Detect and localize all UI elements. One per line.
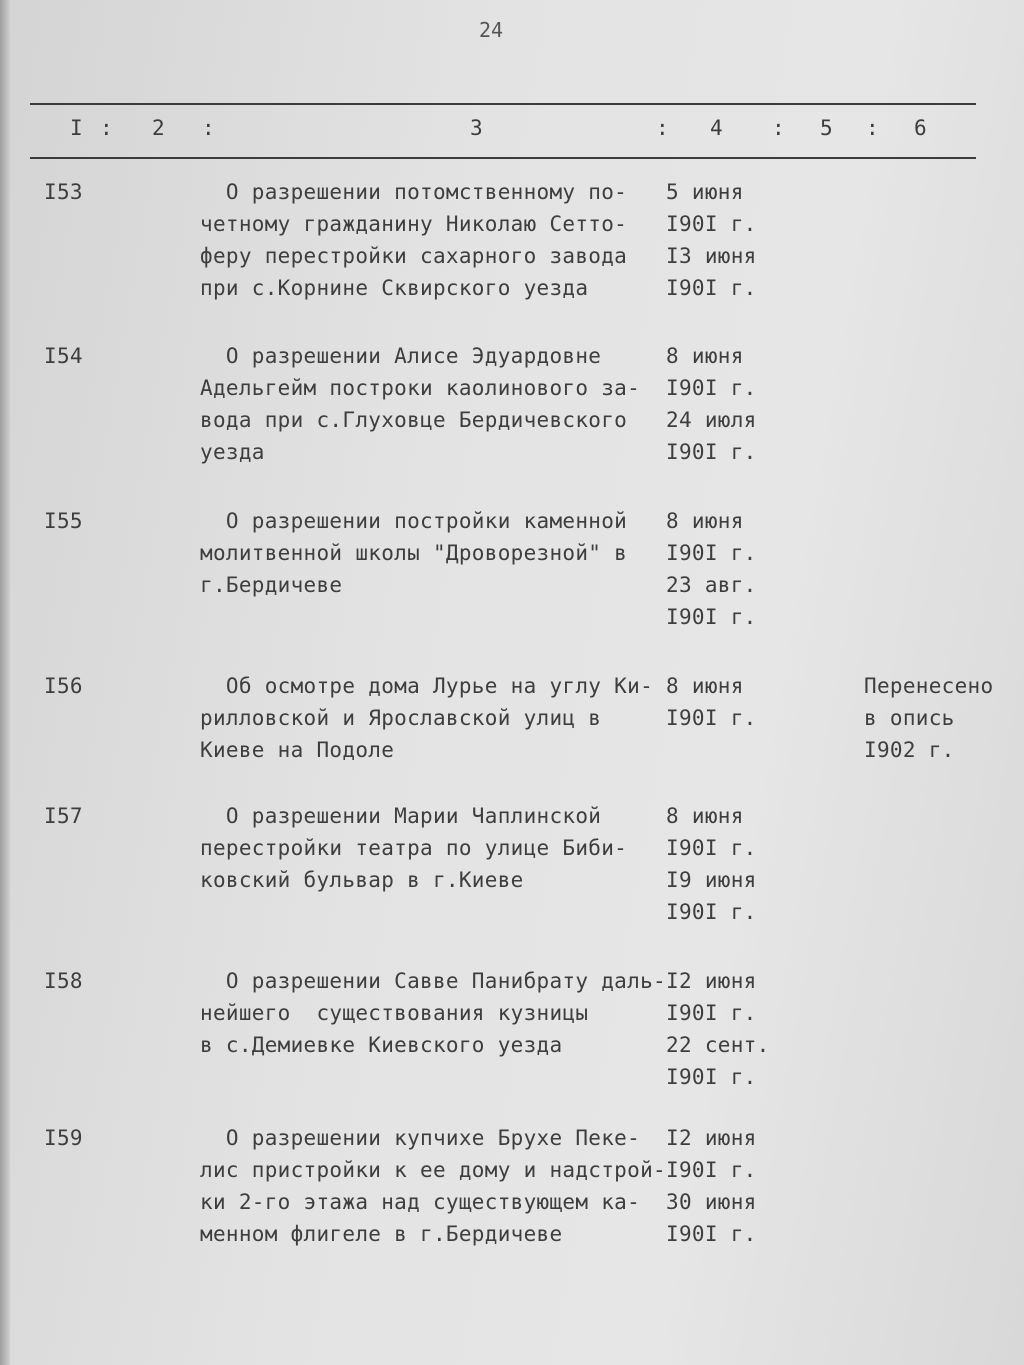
column-header-sep: : [656, 116, 669, 140]
date-line: 30 июня [666, 1190, 757, 1214]
date-line: I90I г. [666, 1158, 757, 1182]
description-line: Адельгейм построки каолинового за- [200, 376, 641, 400]
entry-number: I55 [44, 509, 83, 533]
column-header-5: 5 [820, 116, 833, 140]
date-line: I9 июня [666, 868, 757, 892]
date-line: I3 июня [666, 244, 757, 268]
description-line: ки 2-го этажа над существующем ка- [200, 1190, 641, 1214]
entry-dates [666, 670, 757, 734]
header-bottom-rule [30, 157, 976, 159]
page-left-edge [0, 0, 10, 1365]
entry-description [200, 670, 653, 766]
date-line: 23 авг. [666, 573, 757, 597]
date-line: I90I г. [666, 440, 757, 464]
description-line: г.Бердичеве [200, 573, 343, 597]
column-header-sep: : [100, 116, 113, 140]
description-line: нейшего существования кузницы [200, 1001, 589, 1025]
description-line: уезда [200, 440, 265, 464]
date-line: 22 сент. [666, 1033, 770, 1057]
description-line: в с.Демиевке Киевского уезда [200, 1033, 563, 1057]
entry-number: I53 [44, 180, 83, 204]
description-line: Об осмотре дома Лурье на углу Ки- [200, 674, 654, 698]
description-line: Киеве на Подоле [200, 738, 395, 762]
date-line: 8 июня [666, 674, 744, 698]
column-header-sep: : [772, 116, 785, 140]
date-line: I90I г. [666, 276, 757, 300]
entry-note [864, 670, 993, 766]
column-header-6: 6 [914, 116, 927, 140]
entry-dates [666, 1122, 757, 1250]
column-header-1: I [70, 116, 83, 140]
description-line: при с.Корнине Сквирского уезда [200, 276, 589, 300]
date-line: I2 июня [666, 969, 757, 993]
entry-dates [666, 800, 757, 928]
entry-number: I58 [44, 969, 83, 993]
column-header-4: 4 [710, 116, 723, 140]
entry-description [200, 505, 627, 601]
date-line: I90I г. [666, 706, 757, 730]
date-line: I90I г. [666, 212, 757, 236]
note-line: I902 г. [864, 738, 955, 762]
entry-description [200, 340, 640, 468]
entry-description [200, 176, 627, 304]
description-line: О разрешении Марии Чаплинской [200, 804, 602, 828]
entry-dates [666, 965, 770, 1093]
description-line: О разрешении купчихе Брухе Пеке- [200, 1126, 641, 1150]
column-header-sep: : [202, 116, 215, 140]
date-line: I90I г. [666, 1222, 757, 1246]
column-header-2: 2 [152, 116, 165, 140]
description-line: четному гражданину Николаю Сетто- [200, 212, 628, 236]
entry-number: I59 [44, 1126, 83, 1150]
date-line: 24 июля [666, 408, 757, 432]
note-line: в опись [864, 706, 955, 730]
date-line: I90I г. [666, 1001, 757, 1025]
description-line: молитвенной школы "Дроворезной" в [200, 541, 628, 565]
description-line: рилловской и Ярославской улиц в [200, 706, 602, 730]
entry-number: I56 [44, 674, 83, 698]
entry-description [200, 1122, 666, 1250]
date-line: I90I г. [666, 900, 757, 924]
description-line: менном флигеле в г.Бердичеве [200, 1222, 563, 1246]
header-top-rule [30, 103, 976, 105]
description-line: лис пристройки к ее дому и надстрой- [200, 1158, 666, 1182]
page-number: 24 [478, 18, 504, 42]
date-line: I90I г. [666, 836, 757, 860]
column-header-sep: : [866, 116, 879, 140]
description-line: ковский бульвар в г.Киеве [200, 868, 524, 892]
entry-description [200, 965, 666, 1061]
entry-number: I57 [44, 804, 83, 828]
description-line: О разрешении постройки каменной [200, 509, 628, 533]
date-line: I90I г. [666, 541, 757, 565]
date-line: I90I г. [666, 605, 757, 629]
note-line: Перенесено [864, 674, 994, 698]
entry-dates [666, 176, 757, 304]
date-line: 5 июня [666, 180, 744, 204]
description-line: феру перестройки сахарного завода [200, 244, 628, 268]
description-line: О разрешении Савве Панибрату даль- [200, 969, 666, 993]
date-line: 8 июня [666, 344, 744, 368]
description-line: вода при с.Глуховце Бердичевского [200, 408, 628, 432]
description-line: О разрешении Алисе Эдуардовне [200, 344, 602, 368]
entry-number: I54 [44, 344, 83, 368]
date-line: 8 июня [666, 804, 744, 828]
entry-dates [666, 505, 757, 633]
description-line: перестройки театра по улице Биби- [200, 836, 628, 860]
date-line: 8 июня [666, 509, 744, 533]
date-line: I90I г. [666, 1065, 757, 1089]
date-line: I90I г. [666, 376, 757, 400]
entry-description [200, 800, 627, 896]
entry-dates [666, 340, 757, 468]
date-line: I2 июня [666, 1126, 757, 1150]
column-header-3: 3 [470, 116, 483, 140]
description-line: О разрешении потомственному по- [200, 180, 628, 204]
